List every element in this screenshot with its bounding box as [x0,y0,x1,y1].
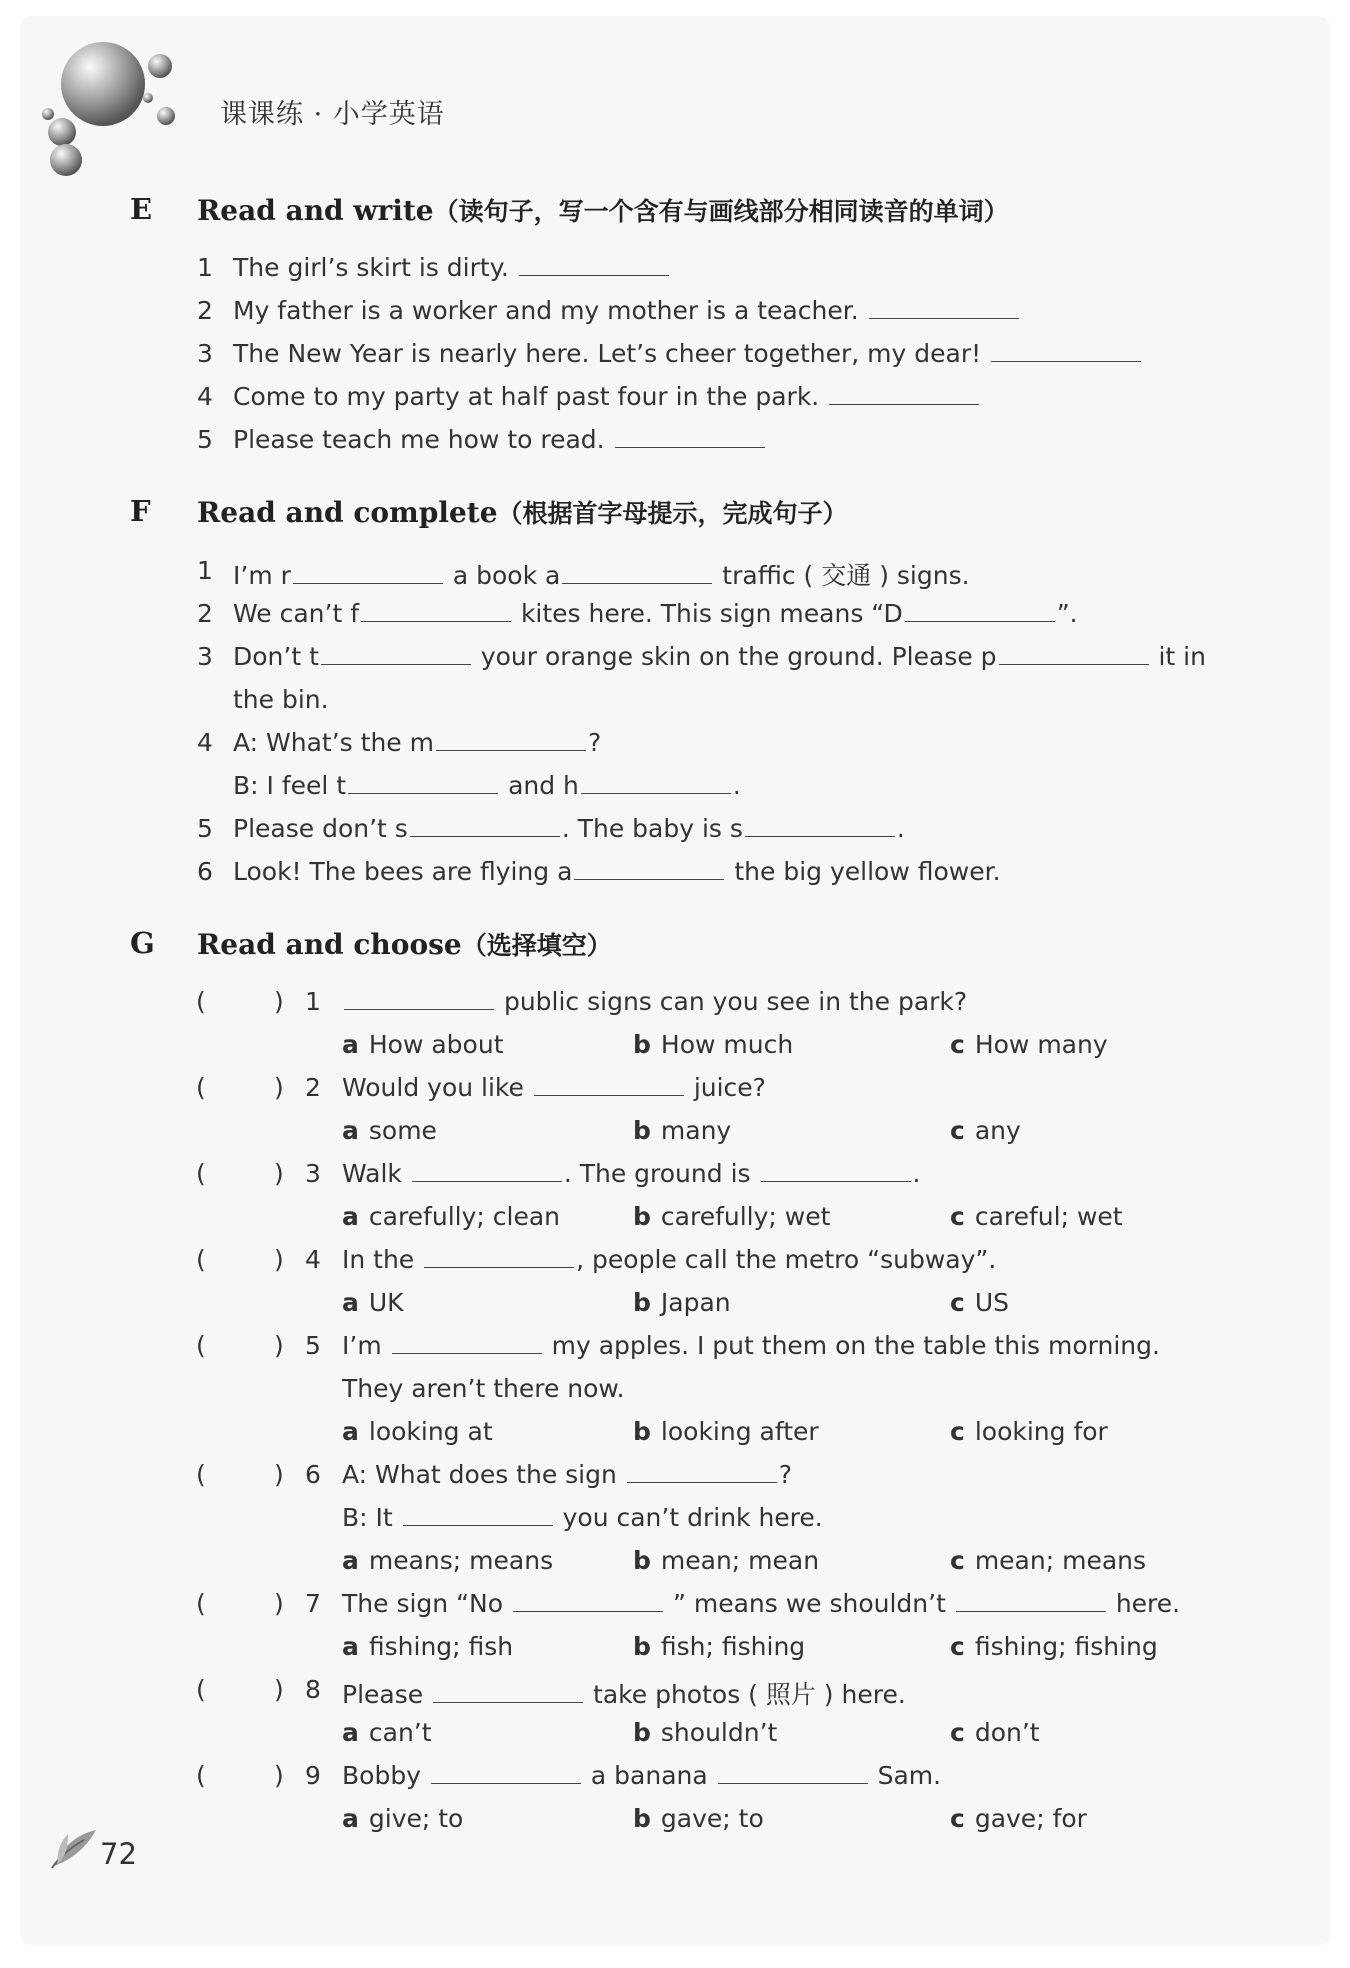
question-number: 1 [305,987,321,1016]
option-text: fishing; fishing [974,1632,1158,1661]
answer-blank[interactable] [991,360,1141,362]
option-text: careful; wet [974,1202,1123,1231]
section-e-letter: E [130,192,153,226]
answer-blank[interactable] [410,835,560,837]
item-number: 4 [197,382,213,411]
option-text: shouldn’t [660,1718,778,1747]
option-letter: b [633,1546,651,1575]
answer-blank[interactable] [344,1008,494,1010]
e-item-2 [233,296,1021,325]
item-number: 5 [197,425,213,454]
option-letter: c [950,1202,965,1231]
question-number: 3 [305,1159,321,1188]
option-c[interactable] [950,1288,1009,1317]
answer-blank[interactable] [534,1094,684,1096]
option-b[interactable] [633,1417,819,1446]
f-item-4-b [233,771,741,800]
answer-blank[interactable] [321,663,471,665]
f-text: the big yellow flower. [734,857,1001,886]
option-letter: a [342,1546,359,1575]
item-number: 1 [197,556,213,585]
option-text: looking for [974,1417,1108,1446]
answer-blank[interactable] [562,582,712,584]
option-text: can’t [368,1718,432,1747]
answer-blank[interactable] [615,446,765,448]
option-text: fishing; fish [368,1632,514,1661]
section-f-title [197,494,848,530]
option-letter: a [342,1030,359,1059]
f-item-4 [233,728,601,757]
question-text: I’m [342,1331,382,1360]
option-text: How many [974,1030,1108,1059]
question-text: ” means we shouldn’t [672,1589,946,1618]
question-text: In the [342,1245,415,1274]
f-item-1 [233,556,970,592]
option-text: mean; means [974,1546,1147,1575]
answer-paren-right: ) [274,1245,284,1274]
answer-paren-left: ( [196,1159,206,1188]
item-number: 3 [197,642,213,671]
section-f-letter: F [130,494,151,528]
option-text: give; to [368,1804,464,1833]
option-b[interactable] [633,1546,819,1575]
question-text: take photos ( 照片 ) here. [593,1680,906,1709]
question-text: The sign “No [342,1589,504,1618]
answer-blank[interactable] [745,835,895,837]
section-g-letter: G [130,926,155,960]
option-text: How much [660,1030,794,1059]
f-text: Look! The bees are flying a [233,857,573,886]
answer-paren-left: ( [196,1589,206,1618]
f-text: Don’t t [233,642,319,671]
option-text: US [974,1288,1009,1317]
g-question-1 [342,987,967,1016]
section-f-title-en: Read and complete [197,496,498,529]
item-number: 5 [197,814,213,843]
question-text: juice? [693,1073,766,1102]
option-letter: a [342,1417,359,1446]
option-letter: a [342,1718,359,1747]
option-a[interactable] [342,1288,404,1317]
option-letter: c [950,1417,965,1446]
option-text: carefully; clean [368,1202,560,1231]
option-letter: b [633,1030,651,1059]
option-letter: a [342,1116,359,1145]
answer-blank[interactable] [403,1524,553,1526]
option-text: looking after [660,1417,819,1446]
g-question-5 [342,1331,1160,1360]
g-question-7 [342,1589,1180,1618]
answer-paren-right: ) [274,1589,284,1618]
answer-paren-left: ( [196,1761,206,1790]
f-text: a book a [452,561,561,590]
option-a[interactable] [342,1632,513,1661]
f-text: A: What’s the m [233,728,434,757]
option-c[interactable] [950,1546,1146,1575]
option-a[interactable] [342,1804,463,1833]
answer-paren-right: ) [274,1761,284,1790]
book-title: 课课练 · 小学英语 [220,99,445,130]
f-text: . [732,771,741,800]
option-b[interactable] [633,1116,731,1145]
answer-blank[interactable] [513,1610,663,1612]
item-number: 3 [197,339,213,368]
f-text: . [896,814,905,843]
f-text: your orange skin on the ground. Please p [480,642,997,671]
answer-blank[interactable] [433,1701,583,1703]
e-item-1 [233,253,671,282]
f-text: Please don’t s [233,814,408,843]
item-number: 6 [197,857,213,886]
question-text: A: What does the sign [342,1460,617,1489]
e-item-text: The New Year is nearly here. Let’s cheer together, my dear! [233,339,982,368]
leaf-icon [50,1826,100,1870]
g-question-6-b [342,1503,823,1532]
answer-blank[interactable] [412,1180,562,1182]
question-text: a banana [590,1761,708,1790]
answer-paren-right: ) [274,1460,284,1489]
option-letter: a [342,1804,359,1833]
option-b[interactable] [633,1718,777,1747]
question-number: 4 [305,1245,321,1274]
question-number: 8 [305,1675,321,1704]
question-number: 7 [305,1589,321,1618]
question-number: 9 [305,1761,321,1790]
g-question-9 [342,1761,941,1790]
item-number: 2 [197,599,213,628]
section-g-title [197,926,612,962]
e-item-4 [233,382,981,411]
option-letter: a [342,1632,359,1661]
option-text: gave; for [974,1804,1087,1833]
answer-blank[interactable] [627,1481,777,1483]
page-number: 72 [100,1837,137,1871]
option-letter: c [950,1546,965,1575]
section-e-title-zh: （读句子，写一个含有与画线部分相同读音的单词） [433,197,1009,226]
option-text: carefully; wet [660,1202,831,1231]
option-a[interactable] [342,1546,553,1575]
f-item-3-cont: the bin. [233,685,329,714]
answer-paren-right: ) [274,1159,284,1188]
question-text: . The ground is [563,1159,751,1188]
option-a[interactable] [342,1116,437,1145]
e-item-5 [233,425,767,454]
option-text: mean; mean [660,1546,820,1575]
option-text: means; means [368,1546,554,1575]
e-item-3 [233,339,1143,368]
answer-blank[interactable] [905,620,1055,622]
option-letter: c [950,1030,965,1059]
option-c[interactable] [950,1804,1087,1833]
answer-paren-left: ( [196,1675,206,1704]
answer-blank[interactable] [348,792,498,794]
g-question-8 [342,1675,906,1711]
item-number: 2 [197,296,213,325]
option-letter: c [950,1804,965,1833]
g-question-6 [342,1460,792,1489]
answer-blank[interactable] [436,749,586,751]
f-text: and h [508,771,579,800]
answer-paren-right: ) [274,1675,284,1704]
question-text: . [912,1159,921,1188]
answer-paren-left: ( [196,1245,206,1274]
option-b[interactable] [633,1804,764,1833]
answer-blank[interactable] [581,792,731,794]
answer-paren-right: ) [274,987,284,1016]
answer-paren-left: ( [196,1331,206,1360]
option-letter: a [342,1288,359,1317]
option-b[interactable] [633,1202,830,1231]
e-item-text: My father is a worker and my mother is a teacher. [233,296,859,325]
option-a[interactable] [342,1417,493,1446]
option-text: many [660,1116,732,1145]
item-number: 4 [197,728,213,757]
option-text: gave; to [660,1804,764,1833]
question-text: here. [1115,1589,1181,1618]
answer-blank[interactable] [293,582,443,584]
option-a[interactable] [342,1202,560,1231]
option-letter: a [342,1202,359,1231]
answer-blank[interactable] [761,1180,911,1182]
option-text: some [368,1116,437,1145]
bubbles-logo-icon [38,36,198,176]
answer-blank[interactable] [424,1266,574,1268]
answer-blank[interactable] [361,620,511,622]
option-a[interactable] [342,1030,504,1059]
option-letter: b [633,1417,651,1446]
option-c[interactable] [950,1116,1021,1145]
question-text: Walk [342,1159,402,1188]
question-text: Sam. [877,1761,942,1790]
f-text: We can’t f [233,599,359,628]
option-text: any [974,1116,1021,1145]
option-c[interactable] [950,1030,1108,1059]
answer-blank[interactable] [956,1610,1106,1612]
f-text: traffic ( 交通 ) signs. [722,561,970,590]
option-c[interactable] [950,1202,1123,1231]
f-item-2 [233,599,1078,628]
f-text: . The baby is s [561,814,743,843]
f-text: it in [1158,642,1206,671]
e-item-text: Please teach me how to read. [233,425,605,454]
question-text: Please [342,1680,424,1709]
f-text: I’m r [233,561,291,590]
option-letter: b [633,1804,651,1833]
answer-blank[interactable] [869,317,1019,319]
option-c[interactable] [950,1632,1158,1661]
section-g-title-en: Read and choose [197,928,462,961]
question-text: my apples. I put them on the table this morning. [551,1331,1160,1360]
f-text: B: I feel t [233,771,347,800]
question-number: 6 [305,1460,321,1489]
f-text: ? [587,728,602,757]
answer-blank[interactable] [718,1782,868,1784]
option-c[interactable] [950,1718,1040,1747]
item-number: 1 [197,253,213,282]
f-item-3 [233,642,1206,671]
option-text: Japan [660,1288,731,1317]
option-letter: c [950,1116,965,1145]
question-number: 2 [305,1073,321,1102]
option-b[interactable] [633,1632,805,1661]
option-text: fish; fishing [660,1632,806,1661]
option-letter: b [633,1288,651,1317]
answer-blank[interactable] [519,274,669,276]
section-f-title-zh: （根据首字母提示，完成句子） [497,499,848,528]
question-text: you can’t drink here. [562,1503,823,1532]
answer-blank[interactable] [999,663,1149,665]
question-number: 5 [305,1331,321,1360]
option-b[interactable] [633,1288,731,1317]
option-letter: c [950,1288,965,1317]
answer-blank[interactable] [392,1352,542,1354]
f-text: kites here. This sign means “D [520,599,903,628]
question-text: public signs can you see in the park? [503,987,968,1016]
g-question-4 [342,1245,996,1274]
answer-paren-left: ( [196,1460,206,1489]
section-e-title [197,192,1009,228]
section-e-title-en: Read and write [197,194,434,227]
option-c[interactable] [950,1417,1108,1446]
option-text: don’t [974,1718,1040,1747]
question-text: Would you like [342,1073,524,1102]
section-g-title-zh: （选择填空） [461,931,612,960]
option-b[interactable] [633,1030,793,1059]
answer-paren-left: ( [196,987,206,1016]
f-text: ”. [1056,599,1078,628]
g-question-2 [342,1073,766,1102]
question-text: Bobby [342,1761,421,1790]
answer-blank[interactable] [829,403,979,405]
g-question-5-cont: They aren’t there now. [342,1374,625,1403]
answer-paren-right: ) [274,1331,284,1360]
answer-blank[interactable] [574,878,724,880]
option-letter: b [633,1202,651,1231]
answer-paren-left: ( [196,1073,206,1102]
g-question-3 [342,1159,920,1188]
option-text: UK [368,1288,404,1317]
option-letter: b [633,1718,651,1747]
answer-blank[interactable] [431,1782,581,1784]
option-letter: b [633,1116,651,1145]
e-item-text: The girl’s skirt is dirty. [233,253,509,282]
option-letter: b [633,1632,651,1661]
e-item-text: Come to my party at half past four in the park. [233,382,820,411]
f-item-6 [233,857,1001,886]
answer-paren-right: ) [274,1073,284,1102]
f-item-5 [233,814,905,843]
option-text: looking at [368,1417,493,1446]
option-a[interactable] [342,1718,432,1747]
question-text: ? [778,1460,793,1489]
option-letter: c [950,1718,965,1747]
question-text: , people call the metro “subway”. [576,1245,997,1274]
question-text: B: It [342,1503,393,1532]
option-text: How about [368,1030,504,1059]
option-letter: c [950,1632,965,1661]
